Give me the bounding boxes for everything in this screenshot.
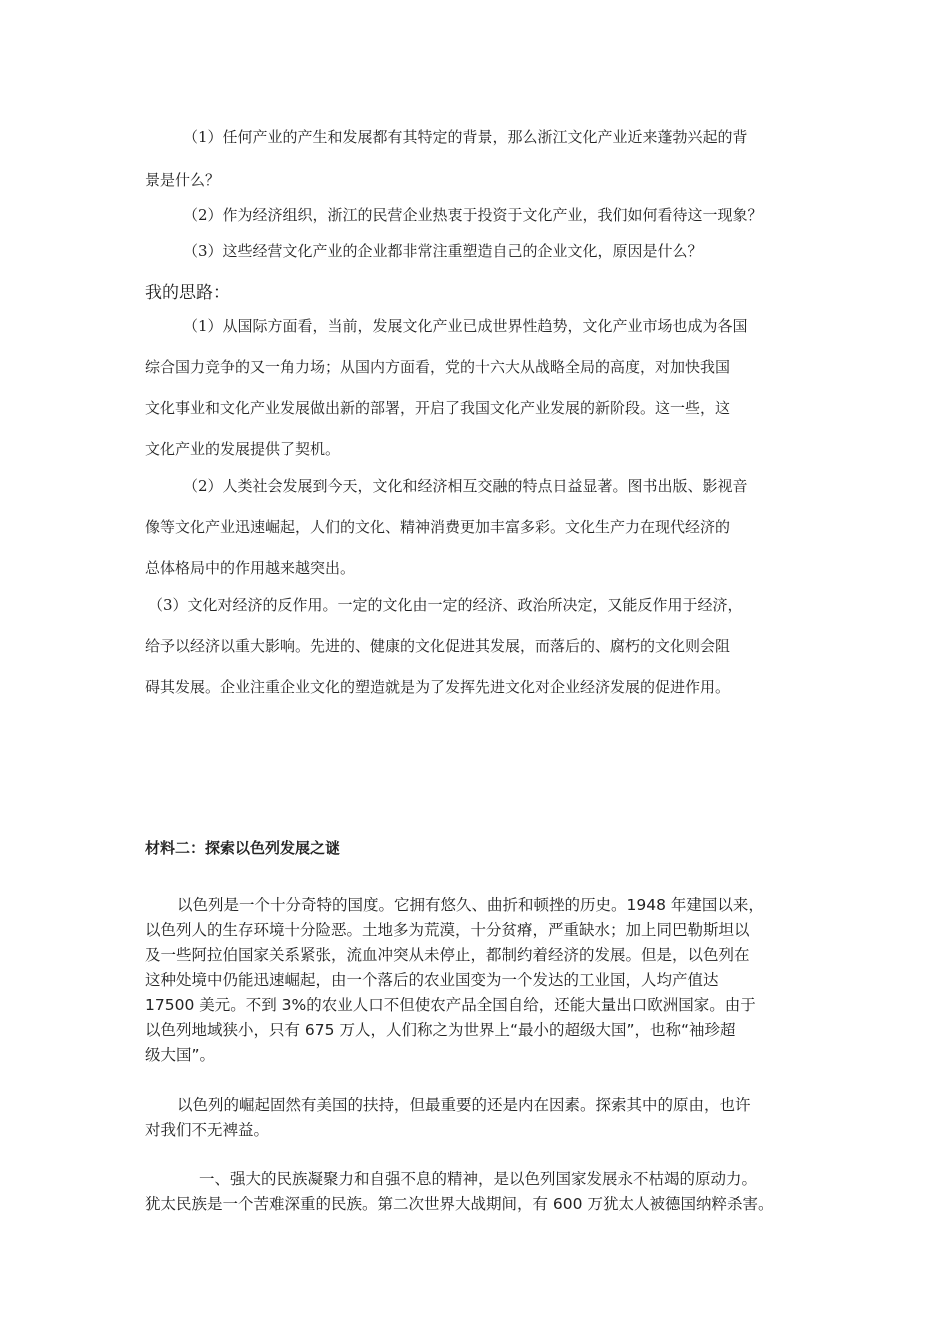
answer-1-line-2: 综合国力竞争的又一角力场；从国内方面看，党的十六大从战略全局的高度，对加快我国 bbox=[145, 358, 731, 376]
paragraph-1-line-3: 及一些阿拉伯国家关系紧张，流血冲突从未停止，都制约着经济的发展。但是，以色列在 bbox=[145, 946, 750, 964]
answer-1-line-1: （1）从国际方面看，当前，发展文化产业已成世界性趋势，文化产业市场也成为各国 bbox=[183, 317, 748, 335]
answer-2-line-1: （2）人类社会发展到今天，文化和经济相互交融的特点日益显著。图书出版、影视音 bbox=[183, 477, 748, 495]
answer-2-line-2: 像等文化产业迅速崛起，人们的文化、精神消费更加丰富多彩。文化生产力在现代经济的 bbox=[145, 518, 731, 536]
answer-1-line-4: 文化产业的发展提供了契机。 bbox=[145, 440, 341, 458]
thinking-heading: 我的思路： bbox=[145, 283, 230, 303]
paragraph-2-line-2: 对我们不无裨益。 bbox=[145, 1121, 270, 1139]
answer-3-line-2: 给予以经济以重大影响。先进的、健康的文化促进其发展，而落后的、腐朽的文化则会阻 bbox=[145, 637, 731, 655]
answer-3-line-1: （3）文化对经济的反作用。一定的文化由一定的经济、政治所决定，又能反作用于经济， bbox=[148, 596, 743, 614]
paragraph-3-line-2: 犹太民族是一个苦难深重的民族。第二次世界大战期间，有 600 万犹太人被德国纳粹杀害。 bbox=[145, 1195, 774, 1213]
question-3: （3）这些经营文化产业的企业都非常注重塑造自己的企业文化，原因是什么？ bbox=[183, 242, 703, 260]
question-2: （2）作为经济组织，浙江的民营企业热衷于投资于文化产业，我们如何看待这一现象？ bbox=[183, 206, 763, 224]
paragraph-1-line-4: 这种处境中仍能迅速崛起，由一个落后的农业国变为一个发达的工业国，人均产值达 bbox=[145, 971, 719, 989]
answer-2-line-3: 总体格局中的作用越来越突出。 bbox=[145, 559, 356, 577]
question-1-line-1: （1）任何产业的产生和发展都有其特定的背景，那么浙江文化产业近来蓬勃兴起的背 bbox=[183, 128, 748, 146]
answer-3-line-3: 碍其发展。企业注重企业文化的塑造就是为了发挥先进文化对企业经济发展的促进作用。 bbox=[145, 678, 731, 696]
paragraph-1-line-6: 以色列地域狭小，只有 675 万人，人们称之为世界上“最小的超级大国”，也称“袖珍超 bbox=[145, 1021, 736, 1039]
paragraph-3-line-1: 一、强大的民族凝聚力和自强不息的精神，是以色列国家发展永不枯竭的原动力。 bbox=[199, 1170, 758, 1188]
material-two-title: 材料二：探索以色列发展之谜 bbox=[145, 839, 341, 857]
paragraph-1-line-1: 以色列是一个十分奇特的国度。它拥有悠久、曲折和顿挫的历史。1948 年建国以来， bbox=[177, 896, 764, 914]
paragraph-2-line-1: 以色列的崛起固然有美国的扶持，但最重要的还是内在因素。探索其中的原由，也许 bbox=[177, 1096, 751, 1114]
paragraph-1-line-2: 以色列人的生存环境十分险恶。土地多为荒漠，十分贫瘠，严重缺水；加上同巴勒斯坦以 bbox=[145, 921, 750, 939]
question-1-line-2: 景是什么？ bbox=[145, 171, 221, 189]
paragraph-1-line-5: 17500 美元。不到 3%的农业人口不但使农产品全国自给，还能大量出口欧洲国家。由于 bbox=[145, 996, 756, 1014]
paragraph-1-line-7: 级大国”。 bbox=[145, 1046, 216, 1064]
answer-1-line-3: 文化事业和文化产业发展做出新的部署，开启了我国文化产业发展的新阶段。这一些，这 bbox=[145, 399, 731, 417]
